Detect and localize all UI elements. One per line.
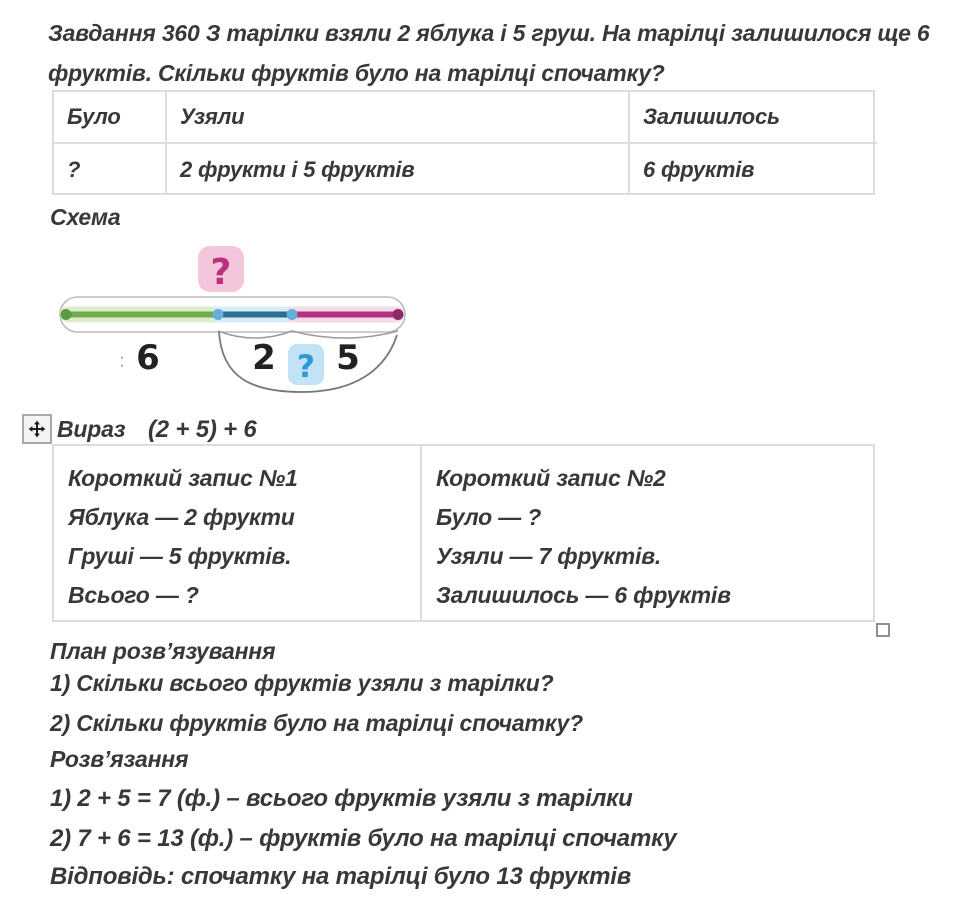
plan-item-1: 1) Скільки всього фруктів узяли з тарілки? [50, 670, 554, 696]
task-title-line-2: фруктів. Скільки фруктів було на тарілці спочатку? [48, 60, 665, 86]
expression-label: Вираз [57, 416, 126, 442]
solution-step-1: 1) 2 + 5 = 7 (ф.) – всього фруктів узяли з тарілки [50, 785, 633, 812]
condition-table-header-bulo: Було [54, 92, 167, 144]
short-record-1-line: Яблука — 2 фрукти [68, 504, 295, 530]
plan-item-2: 2) Скільки фруктів було на тарілці спочатку? [50, 710, 583, 736]
solution-step-2: 2) 7 + 6 = 13 (ф.) – фруктів було на тарілці спочатку [50, 825, 677, 852]
short-record-2-line: Узяли — 7 фруктів. [436, 543, 662, 569]
remaining-value-label: 6 [136, 338, 160, 378]
taken-question-mark: ? [297, 349, 315, 385]
short-record-1-line: Груші — 5 фруктів. [68, 543, 292, 569]
solution-title: Розв’язання [50, 746, 189, 772]
short-record-2-line: Залишилось — 6 фруктів [436, 582, 731, 608]
task-title-line-1: Завдання 360 З тарілки взяли 2 яблука і 5 груш. На тарілці залишилося ще 6 [48, 20, 930, 46]
junction-dot-2 [287, 309, 298, 320]
total-question-mark: ? [210, 252, 232, 293]
condition-table-cell-uzialy: 2 фрукти і 5 фруктів [167, 144, 630, 195]
condition-table [52, 90, 875, 195]
pears-value-label: 5 [336, 338, 360, 378]
move-handle[interactable] [22, 414, 52, 444]
schema-diagram [40, 240, 440, 410]
resize-handle[interactable] [876, 623, 890, 637]
condition-table-header-uzialy: Узяли [167, 92, 630, 144]
short-record-2-cell [422, 446, 877, 620]
short-record-table [52, 444, 875, 622]
expression-value: (2 + 5) + 6 [148, 416, 257, 443]
short-record-1-cell [54, 446, 422, 620]
answer-line: Відповідь: спочатку на тарілці було 13 фруктів [50, 863, 631, 890]
left-end-dot [61, 309, 72, 320]
plan-title: План розв’язування [50, 638, 276, 664]
short-record-2-line: Було — ? [436, 504, 542, 530]
short-record-2-title: Короткий запис №2 [436, 465, 666, 491]
apples-value-label: 2 [252, 338, 276, 378]
junction-dot-1 [213, 309, 224, 320]
condition-table-cell-zalyshylos: 6 фруктів [643, 156, 755, 182]
colon-mark: : [118, 348, 126, 372]
right-end-dot [393, 309, 404, 320]
condition-table-header-zalyshylos: Залишилось [630, 92, 877, 144]
condition-table-cell-bulo: ? [54, 144, 167, 195]
short-record-1-line: Всього — ? [68, 582, 199, 608]
schema-label: Схема [50, 204, 121, 230]
move-icon [27, 419, 47, 439]
short-record-1-title: Короткий запис №1 [68, 465, 298, 491]
